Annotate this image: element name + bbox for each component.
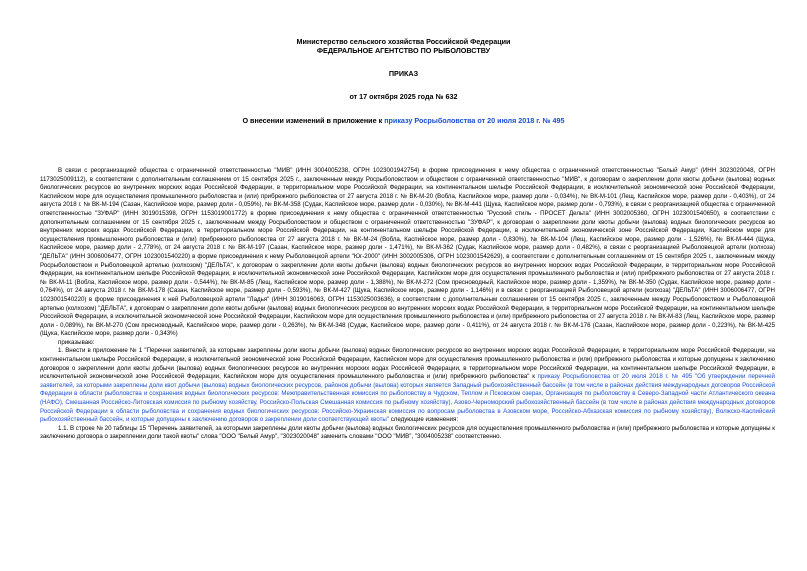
subject-order-link[interactable]: приказу Росрыболовства от 20 июля 2018 г. № 495 <box>384 116 565 125</box>
document-date-number: от 17 октября 2025 года № 632 <box>349 92 458 101</box>
order-word: приказываю: <box>58 338 95 346</box>
subject-prefix: О внесении изменений в приложение к <box>242 116 385 125</box>
item-1-suffix: следующие изменения: <box>389 416 459 424</box>
item-1-1-paragraph: 1.1. В строке № 20 таблицы 15 "Перечень заявителей, за которыми закреплены доли квоты добычи (вылова) водных биологических ресурсов для осуществления промышленного рыболовства и (или) прибрежного рыболовства и которые допущены к заключению договора о закреплении доли такой квоты" слова "ООО "Белый Амур", "3023020048" заменить словами "ООО "МИВ", "3004005238" соответственно. <box>40 424 775 441</box>
item-1-prefix: 1. Внести в приложение № 1 "Перечни заявителей, за которыми закреплены доли квоты добычи (вылова) водных биологических ресурсов во внутренних морских водах Российской Федерации, в территориальном море Российской Федерации, на континентальном шельфе Российской Федерации, в исключительной экономической зоне Российской Федерации, Каспийском море для осуществления промышленного рыболовства и (или) прибрежного рыболовства и которые допущены к заключению договоров о закреплении доли квоты добычи (вылова) водных биологических ресурсов во внутренних морских водах Российской Федерации, в территориальном море Российской Федерации, на континентальном шельфе Российской Федерации, в исключительной экономической зоне Российской Федерации, Каспийском море для осуществления промышленного рыболовства и (или) прибрежного рыболовства" к <box>40 347 775 381</box>
document-body <box>40 167 775 442</box>
agency-name: ФЕДЕРАЛЬНОЕ АГЕНТСТВО ПО РЫБОЛОВСТВУ <box>316 46 491 55</box>
order-495-link[interactable]: приказу Росрыболовства от 20 июля 2018 г. № 495 "Об утверждении перечней заявителей, за которыми закреплены доли квот добычи (вылова) водных биологических ресурсов, районов добычи (вылова) которых является Западный рыбохозяйственный бассейн (в том числе в районах действия международных договоров Российской Федерации в области рыболовства и сохранения водных биологических ресурсов: Межправительственная комиссия по рыболовству в Чудском, Теплом и Псковском озерах, Организация по рыболовству в Северо-Западной части Атлантического океана (НАФО), Смешанная Российско-Литовская комиссия по рыбному хозяйству, Российско-Польская Смешанная комиссия по рыбному хозяйству), Азово-Черноморский рыбохозяйственный бассейн (в том числе в районах действия международных договоров Российской Федерации в области рыболовства и сохранения водных биологических ресурсов: Российско-Украинская комиссия по вопросам рыболовства в Азовском море, Российско-Абхазская комиссия по рыбному хозяйству), Волжско-Каспийский рыбохозяйственный бассейн, и которые допущены к заключению договоров о закреплении доли соответствующей квоты" <box>40 373 775 424</box>
document-type: ПРИКАЗ <box>388 69 419 78</box>
intro-paragraph: В связи с реорганизацией общества с ограниченной ответственностью "МИВ" (ИНН 3004005238, ОГРН 1023001942754) в форме присоединения к нему общества с ограниченной ответственностью "Белый Амур" (ИНН 3023020048, ОГРН 1173025009112), в соответствии с дополнительным соглашением от 15 сентября 2025 г., заключенным между Росрыболовством и обществом с ограниченной ответственностью "МИВ", к договорам о закреплении доли квоты добычи (вылова) водных биологических ресурсов во внутренних морских водах Российской Федерации, в территориальном море Российской Федерации, на континентальном шельфе Российской Федерации, в исключительной экономической зоне Российской Федерации, Каспийском море для осуществления промышленного рыболовства и (или) прибрежного рыболовства от 27 августа 2018 г. № ВК-М-20 (Вобла, Каспийское море, размер доли - 0,034%), № ВК-М-101 (Лещ, Каспийское море, размер доли - 0,403%), от 24 августа 2018 г. № ВК-М-194 (Сазан, Каспийское море, размер доли - 0,059%), № ВК-М-358 (Судак, Каспийское море, размер доли - 0,030%), № ВК-М-441 (Щука, Каспийское море, размер доли - 0,793%), в связи с реорганизацией общества с ограниченной ответственностью "ЗУФАР" (ИНН 3019015398, ОГРН 1153019001772) в форме присоединения к нему общества с ограниченной ответственностью "Русский стиль - ПРОСЕТ Дельта" (ИНН 3002005360, ОГРН 1023001540650), в соответствии с дополнительным соглашением от 15 сентября 2025 г., заключенным между Росрыболовством и обществом с ограниченной ответственностью "ЗУФАР", к договорам о закреплении доли квоты добычи (вылова) водных биологических ресурсов во внутренних морских водах Российской Федерации, в территориальном море Российской Федерации, на континентальном шельфе Российской Федерации, в исключительной экономической зоне Российской Федерации, Каспийском море для осуществления промышленного рыболовства и (или) прибрежного рыболовства от 27 августа 2018 г. № ВК-М-24 (Вобла, Каспийское море, размер доли - 0,830%), № ВК-М-104 (Лещ, Каспийское море, размер доли - 1,526%), № ВК-М-444 (Щука, Каспийское море, размер доли - 2,778%), от 24 августа 2018 г. № ВК-М-197 (Сазан, Каспийское море, размер доли - 1,471%), № ВК-М-362 (Судак, Каспийское море, размер доли - 0,482%), в связи с реорганизацией Рыболовецкой артели (колхоза) "ДЕЛЬТА" (ИНН 3006006477, ОГРН 1023001540220) в форме присоединения к нему Рыболовецкой артели "Юг-2000" (ИНН 3002005306, ОГРН 1023001542629), в соответствии с дополнительным соглашением от 15 сентября 2025 г., заключенным между Росрыболовством и Рыболовецкой артелью (колхозом) "ДЕЛЬТА", к договорам о закреплении доли квоты добычи (вылова) водных биологических ресурсов во внутренних морских водах Российской Федерации, в территориальном море Российской Федерации, на континентальном шельфе Российской Федерации, в исключительной экономической зоне Российской Федерации, Каспийском море для осуществления промышленного рыболовства и (или) прибрежного рыболовства от 27 августа 2018 г. № ВК-М-11 (Вобла, Каспийское море, размер доли - 0,544%), № ВК-М-85 (Лещ, Каспийское море, размер доли - 1,388%), № ВК-М-272 (Сом пресноводный, Каспийское море, размер доли - 1,359%), № ВК-М-350 (Судак, Каспийское море, размер доли - 0,764%), от 24 августа 2018 г. № ВК-М-178 (Сазан, Каспийское море, размер доли - 0,593%), № ВК-М-427 (Щука, Каспийское море, размер доли - 1,146%) и в связи с реорганизацией Рыболовецкой артели (колхоза) "ДЕЛЬТА" (ИНН 3006006477, ОГРН 1023001540220) в форме присоединения к ней Рыболовецкой артели "Ладья" (ИНН 3019016063, ОГРН 1153025003636), в соответствии с дополнительным соглашением от 15 сентября 2025 г., заключенным между Росрыболовством и Рыболовецкой артелью (колхозом) "ДЕЛЬТА", к договорам о закреплении доли квоты добычи (вылова) водных биологических ресурсов во внутренних морских водах Российской Федерации, в территориальном море Российской Федерации, на континентальном шельфе Российской Федерации, в исключительной экономической зоне Российской Федерации, Каспийском море для осуществления промышленного рыболовства и (или) прибрежного рыболовства от 27 августа 2018 г. № ВК-М-83 (Лещ, Каспийское море, размер доли - 0,089%), № ВК-М-270 (Сом пресноводный, Каспийское море, размер доли - 0,263%), № ВК-М-348 (Судак, Каспийское море, размер доли - 0,411%), от 24 августа 2018 г. № ВК-М-176 (Сазан, Каспийское море, размер доли - 0,223%), № ВК-М-425 (Щука, Каспийское море, размер доли - 0,343%) <box>40 167 775 338</box>
ministry-name: Министерство сельского хозяйства Российской Федерации <box>296 37 511 46</box>
document-subject <box>0 116 807 125</box>
item-1-paragraph <box>40 347 775 424</box>
